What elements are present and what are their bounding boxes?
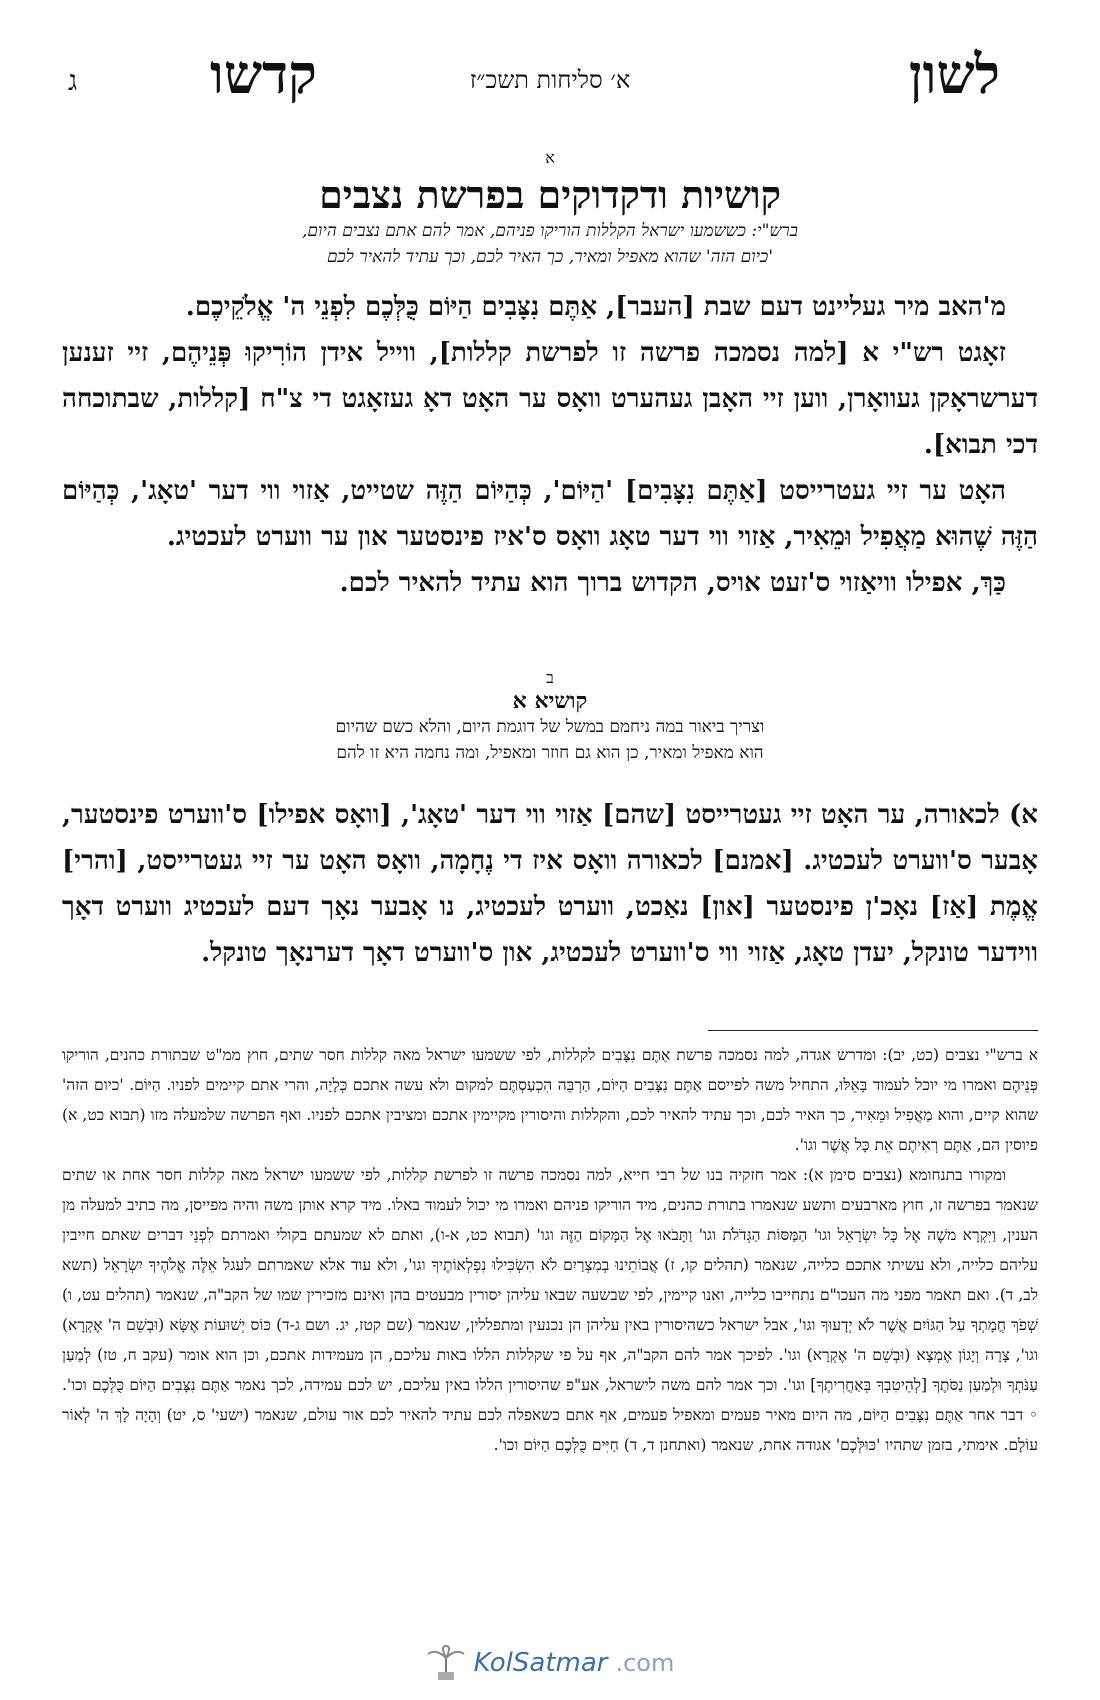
paragraph: האָט ער זיי געטרייסט [אַתֶּם נִצָּבִים] 'הַיּוֹם', כְּהַיּוֹם הַזֶּה שטייט, אַזוי ווי דער 'טאָג', כְּהַיּוֹם הַזֶּה שֶׁהוּא מַאֲפִיל וּמֵאִיר, אַזוי ווי דער טאָג וואָס ס'איז פינסטער און ער ווערט לעכטיג. <box>62 476 1038 552</box>
footnotes <box>62 1040 1038 1460</box>
section1-letter: א <box>545 148 555 167</box>
section1-heading <box>0 148 1100 270</box>
running-header <box>60 42 1040 122</box>
paragraph: כַּךְ, אפילו וויאַזוי ס'זעט אויס, הקדוש ברוך הוא עתיד להאיר לכם. <box>339 568 1006 598</box>
paragraph: זאָגט רש"י א [למה נסמכה פרשה זו לפרשת קללות], ווייל אידן הוֹרִיקוּ פְּנֵיהֶם, זיי זענען דערשראָקן געוואָרן, ווען זיי האָבן געהערט וואָס ער האָט דאָ געזאָגט די צ"ח [קללות, שבתוכחה דכי תבוא]. <box>62 338 1038 460</box>
section2-body <box>62 792 1038 976</box>
logo-suffix: .com <box>615 1649 675 1677</box>
section2-sub-line: הוא מאפיל ומאיר, כן הוא גם חוזר ומאפיל, ומה נחמה היא זו להם <box>336 743 764 763</box>
paragraph: מ'האב מיר געליינט דעם שבת [העבר], אַתֶּם נִצָּבִים הַיּוֹם כֻּלְּכֶם לִפְנֵי ה' אֱלֹקֵיכֶם. <box>185 292 1006 322</box>
paragraph: א) לכאורה, ער האָט זיי געטרייסט [שהם] אַזוי ווי דער 'טאָג', [וואָס אפילו] ס'ווערט פינסטער, אָבער ס'ווערט לעכטיג. [אמנם] לכאורה וואָס איז די נֶחָמָה, וואָס האָט ער זיי געטרייסט, [והרי] אֱמֶת [אַז] נאָכ'ן פינסטער [און] נאַכט, ווערט לעכטיג, נו אָבער נאָך דעם לעכטיג ווערט דאָך ווידער טונקל, יעדן טאָג, אַזוי ווי ס'ווערט לעכטיג, און ס'ווערט דאָך דערנאָך טונקל. <box>62 800 1038 968</box>
footnote: ומקורו בתנחומא (נצבים סימן א): אמר חזקיה בנו של רבי חייא, למה נסמכה פרשה זו לפרשת קללות, לפי ששמעו ישראל מאה קללות חסר אחת או שתים שנאמר בפרשה זו, חוץ מארבעים ותשע שנאמרו בתורת כהנים, מיד הוריקו פניהם ואמרו מי יכול לעמוד באלו. מיד קרא אותן משה והיה מפייסן, מה כתיב למעלה מן הענין, וַיִּקְרָא משֶׁה אֶל כָּל יִשְׂרָאֵל וגו' הַמַּסּוֹת הַגְּדֹלֹת וגו' וַתָּבֹאוּ אֶל הַמָּקוֹם הַזֶּה וגו' (תבוא כט, א-ו), ואתם לא שמעתם בקולי ואמרתם לִפְנֵי דברים שאתם חייבין עליהם כלייה, ולא עשיתי אתכם כלייה, שנאמר (תהלים קו, ז) אֲבוֹתֵינוּ בְמִצְרַיִם לֹא הִשְׂכִּילוּ נִפְלְאוֹתֶיךָ וגו', ולא עוד אלא שאמרתם לעגל אֵלֶּה אֱלֹהֶיךָ יִשְׂרָאֵל (תשא לב, ד). ואם תאמר מפני מה העכו"ם נתחייבו כלייה, ואנו קיימין, לפי שבשעה שבאו עליהן יסורין מבעטים בהן ואינם מזכירין שמו של הקב"ה, שנאמר (תהלים עט, ו) שְׁפֹךְ חֲמָתְךָ עַל הַגּוֹיִם אֲשֶׁר לֹא יְדָעוּךָ וגו', אבל ישראל כשהיסורין באין עליהן הן נכנעין ומתפללין, שנאמר (שם קטז, יג. ושם ג-ד) כּוֹס יְשׁוּעוֹת אֶשָּׂא (וּבְשֵׁם ה' אֶקְרָא) וגו', צָרָה וְיָגוֹן אֶמְצָא (וּבְשֵׁם ה' אֶקְרָא) וגו'. לפיכך אמר להם הקב"ה, אף על פי שקללות הללו באות עליכם, הן מעמידות אתכם, וכן הוא אומר (עקב ח, טז) לְמַעַן עַנֹּתְךָ וּלְמַעַן נַסֹּתֶךָ [לְהֵיטִבְךָ בְּאַחֲרִיתֶךָ] וגו'. וכך אמר להם משה לישראל, אע"פ שהיסורין הללו באין עליכם, יש לכם עמידה, לכך נאמר אַתֶּם נִצָּבִים הַיּוֹם כֻּלְּכֶם וכו'. ◦ דבר אחר אַתֶּם נִצָּבִים הַיּוֹם, מה היום מאיר פעמים ומאפיל פעמים, אף אתם כשאפלה לכם עתיד להאיר לכם אור עולם, שנאמר (ישעי' ס, יט) וְהָיָה לָךְ ה' לְאוֹר עוֹלָם. אימתי, בזמן שתהיו 'כּוּלְּכֶם' אגודה אחת, שנאמר (ואתחנן ד, ד) חַיִּים כֻּלְּכֶם הַיּוֹם וכו'. <box>62 1166 1038 1454</box>
site-logo[interactable] <box>0 1644 1100 1686</box>
footnote: א ברש"י נצבים (כט, יב): ומדרש אגדה, למה נסמכה פרשת אַתֶּם נִצָּבִים לקללות, לפי ששמעו ישראל מאה קללות חסר שתים, חוץ ממ"ט שבתורת כהנים, הוריקו פְּנֵיהֶם ואמרו מי יוכל לעמוד בָּאֵלּוּ, התחיל משה לפייסם אַתֶּם נִצָּבִים הַיּוֹם, הַרְבֵּה הִכְעַסְתֶּם למקום ולא עשה אתכם כְּלָיָה, והרי אתם קיימים לפניו. הַיּוֹם. 'כיום הזה' שהוא קיים, והוא מַאֲפִיל וּמֵאִיר, כך האיר לכם, וכך עתיד להאיר לכם, והקללות והיסורין מקיימין אתכם ומציבין אתכם לפניו. ואף הפרשה שלמעלה מזו (תבוא כט, א) פיוסין הם, אַתֶּם רְאִיתֶם אֵת כָּל אֲשֶׁר וגו'. <box>62 1046 1038 1154</box>
section1-sub-line: 'כיום הזה' שהוא מאפיל ומאיר, כך האיר לכם, וכך עתיד להאיר לכם <box>326 247 774 267</box>
section1-body <box>62 284 1038 606</box>
section2-heading <box>0 668 1100 766</box>
header-middle: א׳ סליחות תשכ״ז <box>469 66 631 94</box>
palm-tree-icon <box>426 1644 466 1682</box>
section1-title: קושיות ודקדוקים בפרשת נצבים <box>319 172 781 217</box>
header-word-left: קדשו <box>210 42 317 106</box>
section1-sub-line: ברש"י: כששמעו ישראל הקללות הוריקו פניהם, אמר להם אתם נצבים היום, <box>302 221 798 241</box>
logo-name: KolSatmar <box>473 1648 608 1678</box>
section2-letter: ב <box>546 668 554 687</box>
section2-sub-line: וצריך ביאור במה ניחמם במשל של דוגמת היום, והלא כשם שהיום <box>335 717 765 737</box>
section2-title: קושיא א <box>512 688 588 714</box>
header-word-right: לשון <box>908 42 1000 106</box>
page-number: ג <box>68 64 78 97</box>
footnote-divider <box>708 1030 1038 1031</box>
